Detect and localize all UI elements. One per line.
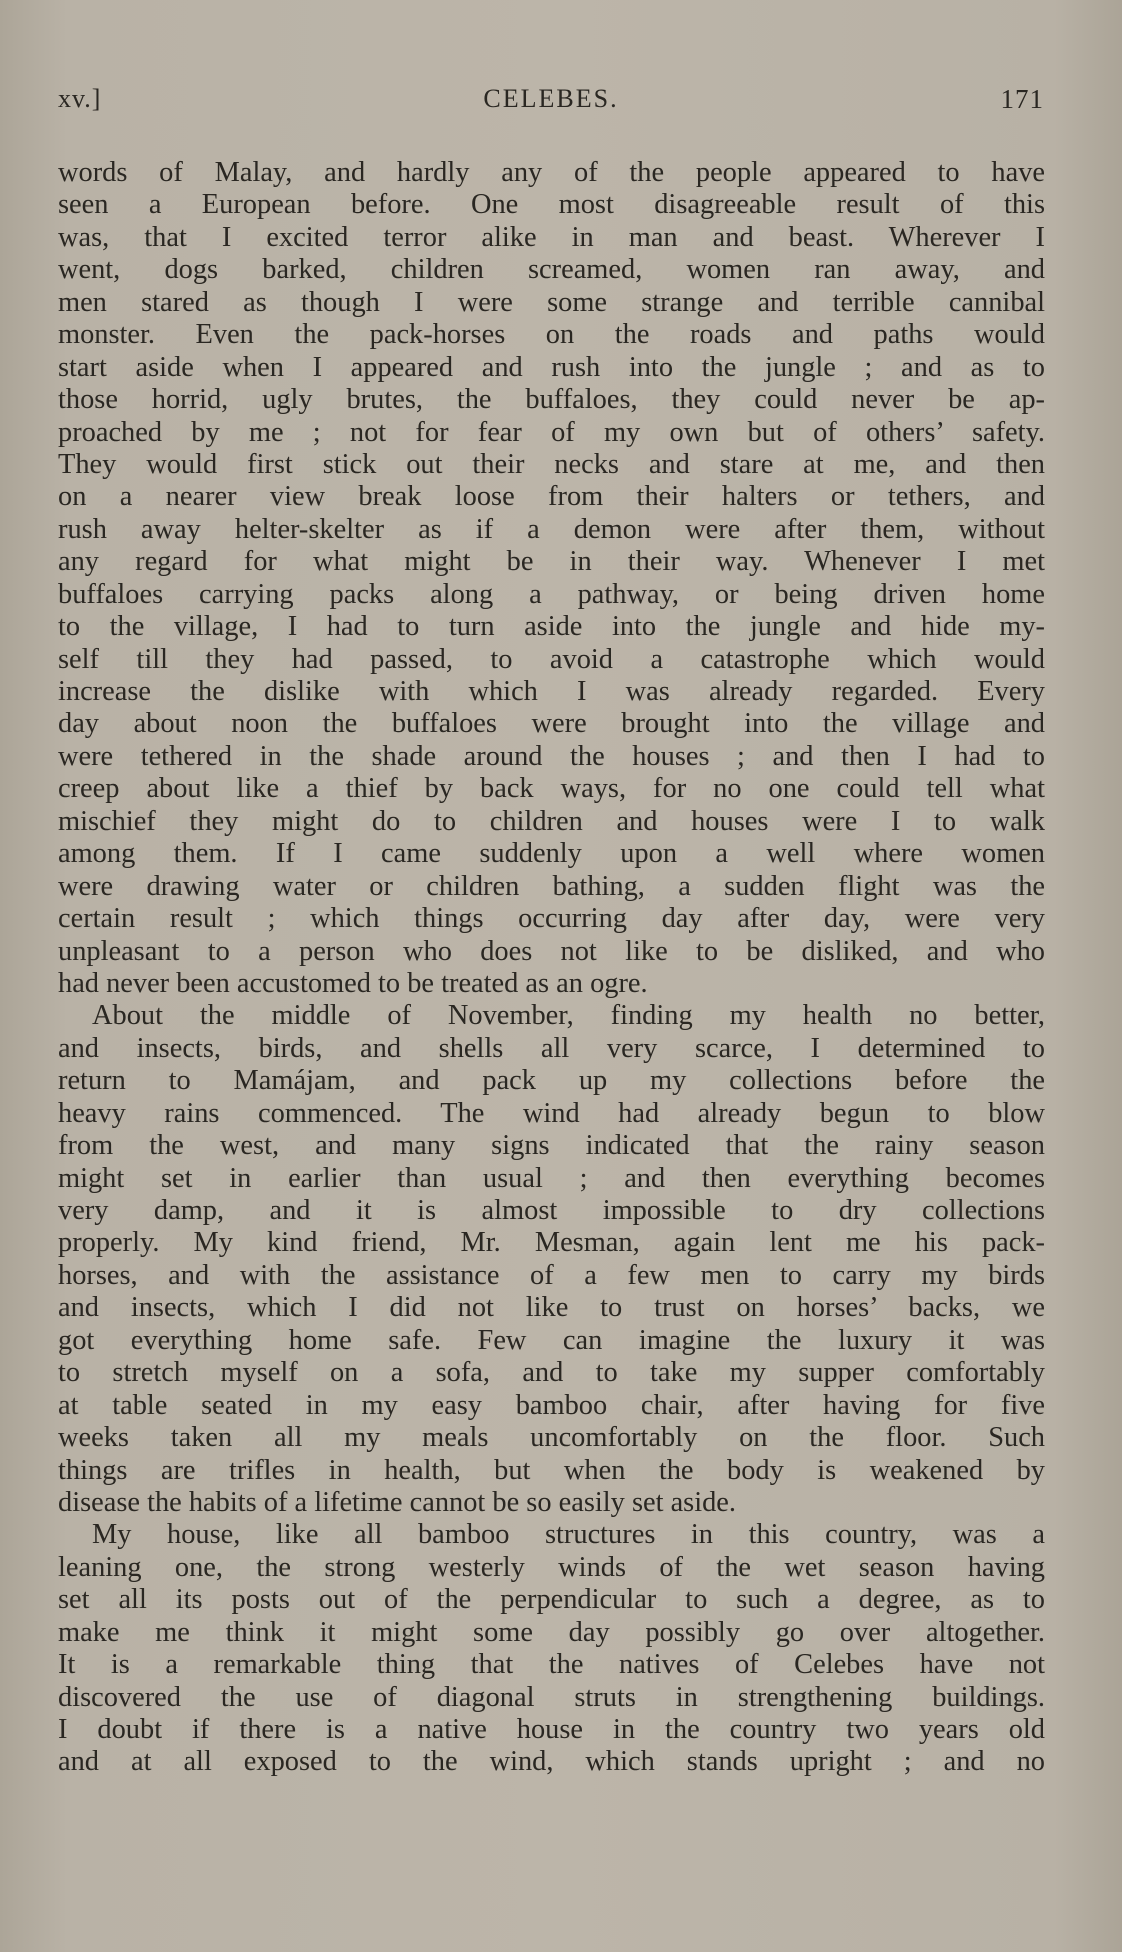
text-line: return to Mamájam, and pack up my collections before the	[58, 1065, 1045, 1097]
text-line: got everything home safe. Few can imagine the luxury it was	[58, 1324, 1045, 1356]
text-line: disease the habits of a lifetime cannot be so easily set aside.	[58, 1486, 737, 1518]
text-line: About the middle of November, finding my health no better,	[92, 1000, 1045, 1032]
text-line: horses, and with the assistance of a few men to carry my birds	[58, 1259, 1045, 1291]
text-line: very damp, and it is almost impossible to dry collections	[58, 1195, 1045, 1226]
text-line: day about noon the buffaloes were brought into the village and	[58, 708, 1045, 740]
text-line: They would first stick out their necks and stare at me, and then	[58, 448, 1045, 480]
text-line: were drawing water or children bathing, a sudden flight was the	[58, 870, 1045, 902]
text-line: proached by me ; not for fear of my own but of others’ safety.	[58, 416, 1045, 448]
text-line: weeks taken all my meals uncomfortably on the floor. Such	[58, 1422, 1045, 1454]
text-line: were tethered in the shade around the houses ; and then I had to	[58, 740, 1045, 772]
text-line: to the village, I had to turn aside into the jungle and hide my-	[58, 611, 1045, 643]
text-line: seen a European before. One most disagreeable result of this	[58, 189, 1045, 221]
text-line: heavy rains commenced. The wind had already begun to blow	[58, 1097, 1045, 1129]
text-line: and at all exposed to the wind, which stands upright ; and no	[58, 1746, 1045, 1778]
text-line: and insects, birds, and shells all very scarce, I determined to	[58, 1032, 1045, 1064]
body-text	[58, 157, 1045, 1779]
text-line: monster. Even the pack-horses on the roads and paths would	[58, 319, 1045, 351]
text-line: set all its posts out of the perpendicular to such a degree, as to	[58, 1584, 1045, 1616]
text-line: things are trifles in health, but when the body is weakened by	[58, 1454, 1045, 1486]
text-line: self till they had passed, to avoid a catastrophe which would	[58, 643, 1045, 675]
text-line: certain result ; which things occurring day after day, were very	[58, 903, 1045, 935]
text-line: and insects, which I did not like to trust on horses’ backs, we	[58, 1292, 1045, 1324]
text-line: on a nearer view break loose from their halters or tethers, and	[58, 481, 1045, 513]
running-title: CELEBES.	[483, 84, 619, 113]
text-line: leaning one, the strong westerly winds of the wet season having	[58, 1551, 1045, 1583]
text-line: was, that I excited terror alike in man and beast. Wherever I	[58, 221, 1045, 253]
text-line: men stared as though I were some strange and terrible cannibal	[58, 286, 1045, 318]
running-header	[58, 84, 1044, 118]
text-line: mischief they might do to children and houses were I to walk	[58, 805, 1045, 837]
text-line: among them. If I came suddenly upon a well where women	[58, 838, 1045, 870]
text-line: start aside when I appeared and rush into the jungle ; and as to	[58, 351, 1045, 383]
text-line: increase the dislike with which I was already regarded. Every	[58, 676, 1045, 707]
text-line: make me think it might some day possibly go over altogether.	[58, 1616, 1045, 1648]
text-line: properly. My kind friend, Mr. Mesman, again lent me his pack-	[58, 1227, 1045, 1259]
text-line: at table seated in my easy bamboo chair, after having for five	[58, 1389, 1045, 1421]
text-line: My house, like all bamboo structures in this country, was a	[92, 1519, 1045, 1551]
chapter-number: xv.]	[58, 84, 102, 113]
text-line: rush away helter-skelter as if a demon were after them, without	[58, 513, 1045, 545]
text-line: discovered the use of diagonal struts in strengthening buildings.	[58, 1681, 1045, 1713]
text-line: to stretch myself on a sofa, and to take my supper comfortably	[58, 1357, 1045, 1389]
text-line: from the west, and many signs indicated that the rainy season	[58, 1130, 1045, 1162]
text-line: any regard for what might be in their way. Whenever I met	[58, 546, 1045, 578]
text-line: unpleasant to a person who does not like to be disliked, and who	[58, 935, 1045, 967]
text-line: words of Malay, and hardly any of the people appeared to have	[58, 157, 1045, 188]
text-line: I doubt if there is a native house in the country two years old	[58, 1714, 1045, 1745]
text-line: had never been accustomed to be treated as an ogre.	[58, 967, 648, 999]
text-line: It is a remarkable thing that the natives of Celebes have not	[58, 1649, 1045, 1681]
text-line: went, dogs barked, children screamed, women ran away, and	[58, 254, 1045, 286]
text-line: creep about like a thief by back ways, for no one could tell what	[58, 773, 1045, 805]
page-number: 171	[1000, 84, 1044, 114]
text-line: those horrid, ugly brutes, the buffaloes, they could never be ap-	[58, 384, 1045, 416]
text-line: buffaloes carrying packs along a pathway, or being driven home	[58, 578, 1045, 610]
text-line: might set in earlier than usual ; and then everything becomes	[58, 1162, 1045, 1194]
